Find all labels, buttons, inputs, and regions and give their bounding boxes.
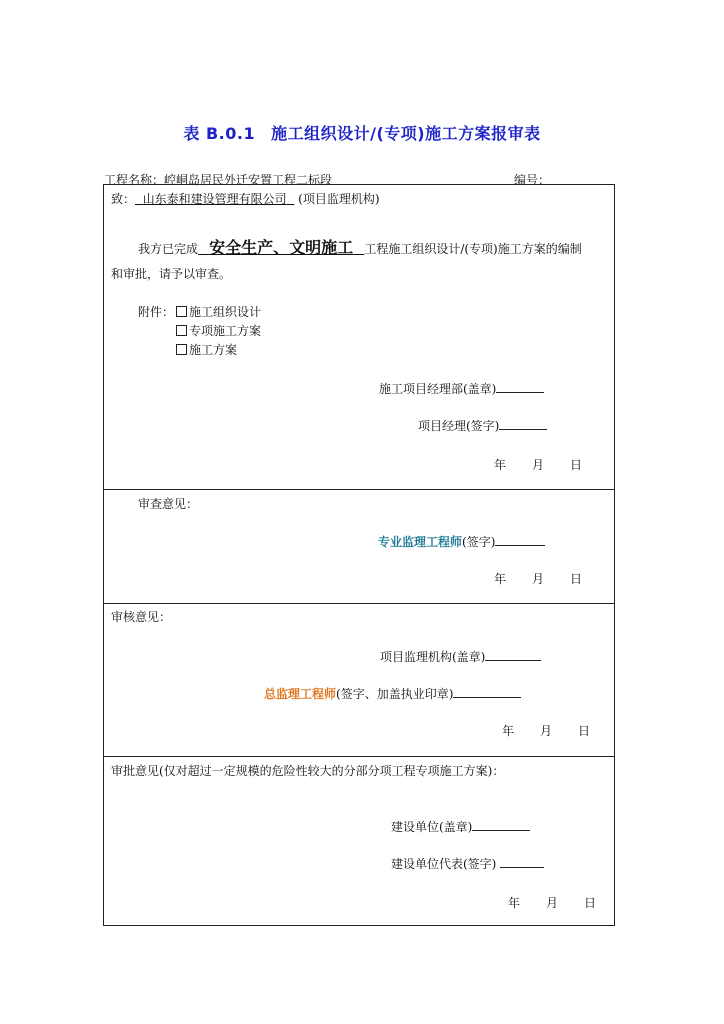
checkbox-icon[interactable]	[176, 306, 187, 317]
form-title-text: 施工组织设计/(专项)施工方案报审表	[271, 124, 541, 143]
engineer-title: 专业监理工程师	[378, 535, 463, 549]
form-table	[103, 184, 615, 926]
date-1: 年 月 日	[494, 458, 583, 472]
divider-3	[103, 756, 615, 757]
date-3: 年 月 日	[502, 724, 591, 738]
date-4: 年 月 日	[508, 896, 597, 910]
sign-dept-field[interactable]: 施工项目经理部(盖章)	[379, 382, 544, 396]
number-label: 编号：	[514, 173, 551, 187]
unit-stamp-field[interactable]: 建设单位(盖章)	[391, 820, 530, 834]
divider-2	[103, 603, 615, 604]
to-line	[111, 192, 380, 206]
chief-sign-field[interactable]: 总监理工程师(签字、加盖执业印章)	[264, 687, 521, 701]
attachment-checkbox-3[interactable]: 施工方案	[176, 343, 237, 357]
supervisor-org: 山东泰和建设管理有限公司	[142, 192, 287, 206]
signature-line[interactable]	[500, 857, 544, 868]
completed-suffix: 工程施工组织设计/(专项)施工方案的编制	[364, 242, 582, 256]
signature-line[interactable]	[485, 650, 541, 661]
to-label: 致：	[111, 192, 136, 206]
engineer-sign-field[interactable]: 专业监理工程师(签字)	[378, 535, 545, 549]
chief-title: 总监理工程师	[264, 687, 337, 701]
plan-name: 安全生产、文明施工	[209, 238, 354, 257]
org-stamp-field[interactable]: 项目监理机构(盖章)	[380, 650, 541, 664]
completion-statement	[138, 239, 582, 258]
sign-manager-field[interactable]: 项目经理(签字)	[418, 419, 547, 433]
checkbox-icon[interactable]	[176, 325, 187, 336]
attachment-checkbox-1[interactable]: 施工组织设计	[176, 305, 261, 319]
completion-line-2: 和审批，请予以审查。	[111, 267, 232, 281]
signature-line[interactable]	[453, 687, 521, 698]
project-name: 工程名称：崆峒岛居民外迁安置工程二标段	[104, 173, 333, 187]
attachment-checkbox-2[interactable]: 专项施工方案	[176, 324, 261, 338]
review-label: 审查意见：	[138, 497, 199, 511]
signature-line[interactable]	[496, 382, 544, 393]
approval-label: 审批意见(仅对超过一定规模的危险性较大的分部分项工程专项施工方案)：	[111, 764, 505, 778]
attachments-label: 附件：	[138, 305, 175, 319]
signature-line[interactable]	[472, 820, 530, 831]
divider-1	[103, 489, 615, 490]
supervisor-org-suffix: (项目监理机构)	[298, 192, 380, 206]
completed-prefix: 我方已完成	[138, 242, 199, 256]
checkbox-icon[interactable]	[176, 344, 187, 355]
date-2: 年 月 日	[494, 572, 583, 586]
audit-label: 审核意见：	[111, 610, 172, 624]
form-code: 表 B.0.1	[183, 124, 256, 143]
form-title	[0, 121, 724, 144]
unit-rep-field[interactable]: 建设单位代表(签字)	[391, 857, 544, 871]
signature-line[interactable]	[499, 419, 547, 430]
signature-line[interactable]	[495, 535, 545, 546]
